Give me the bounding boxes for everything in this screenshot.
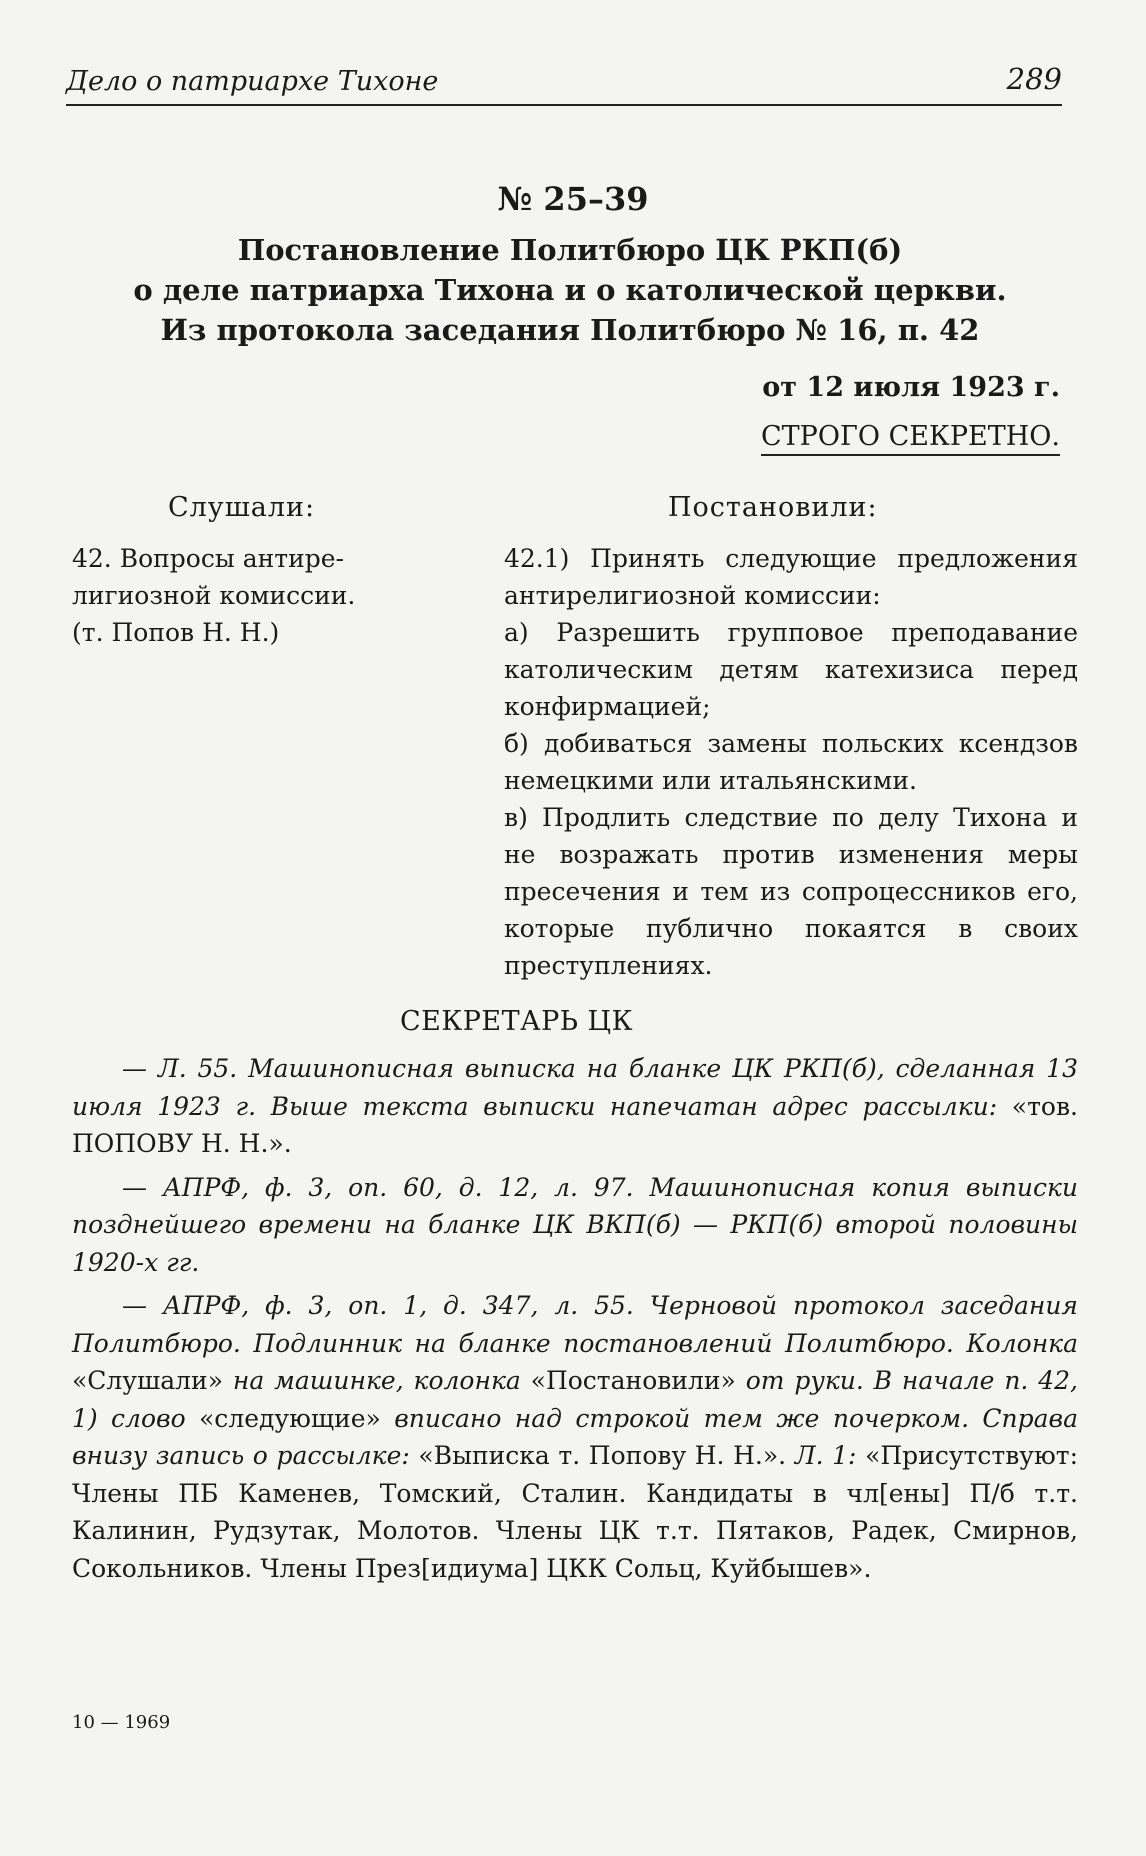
classification-stamp: СТРОГО СЕКРЕТНО.: [761, 420, 1060, 456]
running-head-title: Дело о патриархе Тихоне: [66, 66, 439, 97]
note-italic-text: — АПРФ, ф. 3, оп. 60, д. 12, л. 97. Машинописная копия выписки позднейшего времени на бланке ЦК ВКП(б) — РКП(б) второй половины 1920-х гг.: [72, 1172, 1078, 1277]
resolved-column-heading: Постановили:: [668, 492, 878, 523]
signature-mark: 10 — 1969: [72, 1712, 171, 1733]
note-roman-text: «тов. ПОПОВУ Н. Н.».: [72, 1091, 1078, 1158]
note-roman-text: «Слушали»: [72, 1366, 224, 1395]
resolved-item: 42.1) Принять следующие предложения антирелигиозной комиссии:: [504, 544, 1078, 610]
document-number: № 25–39: [497, 180, 649, 218]
heard-line: лигиозной комиссии.: [72, 581, 356, 610]
running-head: [66, 58, 1062, 106]
archival-note: [72, 1050, 1078, 1163]
note-roman-text: «Выписка т. Попову Н. Н.».: [418, 1441, 787, 1470]
note-italic-text: Л. 1:: [786, 1441, 866, 1470]
note-italic-text: на машинке, колонка: [223, 1366, 531, 1395]
secretary-signature-line: СЕКРЕТАРЬ ЦК: [400, 1006, 633, 1037]
note-italic-text: — Л. 55. Машинописная выписка на бланке ЦК РКП(б), сделанная 13 июля 1923 г. Выше текста выписки напечатан адрес рассылки:: [72, 1054, 1078, 1121]
note-roman-text: «Присутствуют: Члены ПБ Каменев, Томский, Сталин. Кандидаты в чл[ены] П/б т.т. Калинин, Рудзутак, Молотов. Члены ЦК т.т. Пятаков, Радек, Смирнов, Сокольников. Члены През[идиума] ЦКК Сольц, Куйбышев».: [72, 1441, 1079, 1583]
document-date: от 12 июля 1923 г.: [762, 372, 1060, 403]
note-italic-text: от руки. В начале п. 42, 1) слово: [72, 1366, 1078, 1433]
resolved-item: в) Продлить следствие по делу Тихона и не возражать против изменения меры пресечения и тем из сопроцессников его, которые публично покаятся в своих преступлениях.: [504, 803, 1078, 980]
note-roman-text: «Постановили»: [530, 1366, 736, 1395]
document-title-line: Постановление Политбюро ЦК РКП(б): [237, 233, 903, 267]
note-roman-text: «следующие»: [199, 1403, 381, 1433]
document-title-line: о деле патриарха Тихона и о католической церкви.: [133, 273, 1007, 307]
heard-column-heading: Слушали:: [168, 492, 316, 523]
archival-notes: [72, 1050, 1078, 1587]
resolved-item: б) добиваться замены польских ксендзов немецкими или итальянскими.: [504, 729, 1078, 795]
note-italic-text: — АПРФ, ф. 3, оп. 1, д. 347, л. 55. Черновой протокол заседания Политбюро. Подлинник на бланке постановлений Политбюро. Колонка: [72, 1291, 1078, 1358]
resolved-column: [504, 540, 1078, 984]
document-title-line: Из протокола заседания Политбюро № 16, п. 42: [160, 313, 980, 347]
heard-column: [72, 540, 472, 651]
heard-line: 42. Вопросы антире-: [72, 544, 344, 573]
heard-line: (т. Попов Н. Н.): [72, 618, 280, 647]
archival-note: [72, 1287, 1078, 1587]
document-title: [120, 230, 1020, 350]
resolved-item: а) Разрешить групповое преподавание католическим детям катехизиса перед конфирмацией;: [504, 618, 1078, 721]
archival-note: [72, 1169, 1078, 1282]
page-number: 289: [1006, 62, 1062, 96]
note-italic-text: вписано над строкой тем же почерком. Справа внизу запись о рассылке:: [72, 1403, 1078, 1470]
